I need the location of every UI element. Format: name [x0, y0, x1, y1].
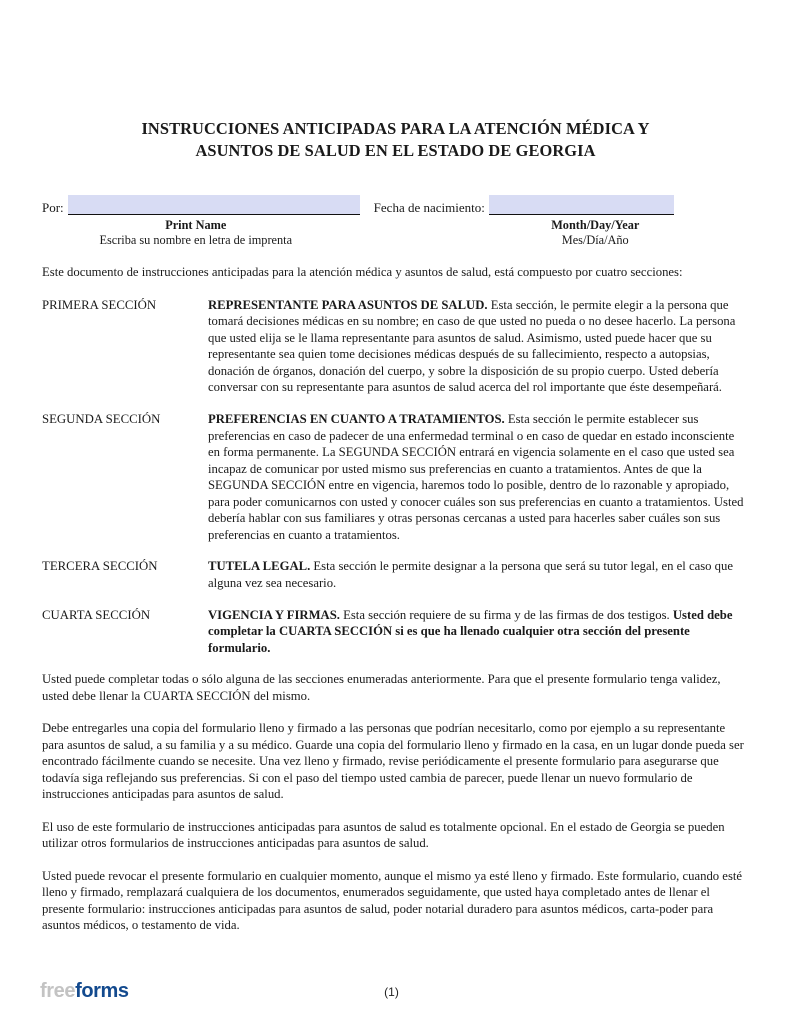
- section-block-tercera: [42, 558, 749, 591]
- section-body-segunda: [208, 411, 749, 544]
- section-heading-tercera: TUTELA LEGAL.: [208, 559, 311, 574]
- section-text-segunda: Esta sección le permite establecer sus preferencias en caso de padecer de una enfermedad terminal o en caso de quedar en estado inconsciente en forma permanente. La SEGUNDA SECCIÓN entrará en vigencia solamente en el caso que usted sea incapaz de comunicar por usted mismo sus preferencias en cuanto a tratamientos. Antes de que la SEGUNDA SECCIÓN entre en vigencia, haremos todo lo posible, dentro de lo razonable y apropiado, para poder comunicarnos con usted y conocer cuáles son sus preferencias en cuanto a tratamientos. Usted debería hablar con sus familiares y otras personas cercanas a usted para hacerles saber cuáles son sus preferencias en cuanto a tratamientos.: [208, 411, 744, 542]
- sections-list: [42, 297, 749, 657]
- section-block-segunda: [42, 411, 749, 544]
- section-text-cuarta: Esta sección requiere de su firma y de las firmas de dos testigos.: [339, 607, 673, 622]
- section-text-tercera: Esta sección le permite designar a la persona que será su tutor legal, en el caso que alguna vez sea necesario.: [208, 559, 734, 591]
- page-number: (1): [384, 985, 399, 999]
- page-title-line-2: ASUNTOS DE SALUD EN EL ESTADO DE GEORGIA: [195, 140, 596, 160]
- name-caption-english: Print Name: [165, 217, 227, 232]
- page-title-line-1: INSTRUCCIONES ANTICIPADAS PARA LA ATENCIÓN MÉDICA Y: [141, 119, 650, 138]
- dob-caption-block: [442, 218, 750, 249]
- closing-paragraph-2: Debe entregarles una copia del formulario lleno y firmado a las personas que podrían necesitarlo, como por ejemplo a su representante para asuntos de salud, a su familia y a su médico. Guarde una copia del formulario lleno y firmado en la casa, en un lugar donde pueda ser encontrado fácilmente cuando se necesite. Una vez lleno y firmado, revise periódicamente el presente formulario para asegurarse que todavía siga reflejando sus preferencias. Si con el paso del tiempo usted cambia de parecer, puede llenar un nuevo formulario de instrucciones anticipadas para asuntos de salud.: [42, 721, 744, 802]
- section-text-primera: Esta sección, le permite elegir a la persona que tomará decisiones médicas en su nombre; en caso de que usted no pueda o no desee hacerlo. La persona que usted elija se le llama representante para asuntos de salud. Asimismo, usted puede hacer que su representante sea quien tome decisiones médicas después de su fallecimiento, respecto a autopsias, donación de órganos, donación del cuerpo, y sobre la disposición de su propio cuerpo. Usted debería conversar con su representante para asuntos de salud acerca del rol importante que éste desempeñará.: [208, 297, 736, 395]
- section-heading-primera: REPRESENTANTE PARA ASUNTOS DE SALUD.: [208, 297, 488, 312]
- dob-caption-spanish: Mes/Día/Año: [561, 233, 629, 248]
- section-body-primera: [208, 297, 749, 396]
- section-text-bold-cuarta: Usted debe completar la CUARTA SECCIÓN si es que ha llenado cualquier otra sección del presente formulario.: [208, 607, 733, 655]
- section-label-primera: PRIMERA SECCIÓN: [42, 297, 157, 312]
- print-name-input[interactable]: [68, 195, 360, 215]
- dob-caption-english: Month/Day/Year: [551, 217, 640, 232]
- date-of-birth-input[interactable]: [489, 195, 674, 215]
- section-body-tercera: [208, 558, 749, 591]
- page-footer: [0, 980, 791, 1010]
- section-label-segunda: SEGUNDA SECCIÓN: [42, 411, 161, 426]
- section-label-tercera: TERCERA SECCIÓN: [42, 559, 158, 574]
- identity-form-row: [42, 195, 749, 215]
- intro-paragraph: Este documento de instrucciones anticipadas para la atención médica y asuntos de salud, está compuesto por cuatro secciones:: [42, 265, 683, 280]
- section-heading-cuarta: VIGENCIA Y FIRMAS.: [208, 607, 340, 622]
- section-label-cuarta: CUARTA SECCIÓN: [42, 607, 151, 622]
- closing-paragraphs: [42, 671, 749, 934]
- closing-paragraph-3: El uso de este formulario de instrucciones anticipadas para asuntos de salud es totalmente opcional. En el estado de Georgia se pueden utilizar otros formularios de instrucciones anticipadas para asuntos de salud.: [42, 819, 725, 851]
- section-block-cuarta: [42, 607, 749, 657]
- name-field-label: Por:: [42, 199, 64, 215]
- page-title: [42, 0, 749, 162]
- logo-text-free: free: [40, 980, 76, 1002]
- closing-paragraph-1: Usted puede completar todas o sólo alguna de las secciones enumeradas anteriormente. Para que el presente formulario tenga validez, usted debe llenar la CUARTA SECCIÓN del mismo.: [42, 672, 721, 703]
- dob-field-group: [374, 195, 674, 215]
- section-heading-segunda: PREFERENCIAS EN CUANTO A TRATAMIENTOS.: [208, 411, 505, 426]
- closing-paragraph-4: Usted puede revocar el presente formulario en cualquier momento, aunque el mismo ya esté lleno y firmado. Este formulario, cuando esté lleno y firmado, remplazará cualquiera de los documentos, enumerados seguidamente, que usted haya completado antes de llenar el presente formulario: instrucciones anticipadas para asuntos de salud, poder notarial duradero para asuntos médicos, carta-poder para asuntos médicos, o testamento de vida.: [42, 868, 743, 933]
- logo-text-forms: forms: [75, 980, 129, 1002]
- section-body-cuarta: [208, 607, 749, 657]
- name-caption-spanish: Escriba su nombre en letra de imprenta: [99, 233, 293, 248]
- name-field-group: [42, 195, 360, 215]
- field-captions-row: [42, 218, 749, 249]
- dob-field-label: Fecha de nacimiento:: [373, 199, 485, 215]
- section-block-primera: [42, 297, 749, 396]
- name-caption-block: [42, 218, 350, 249]
